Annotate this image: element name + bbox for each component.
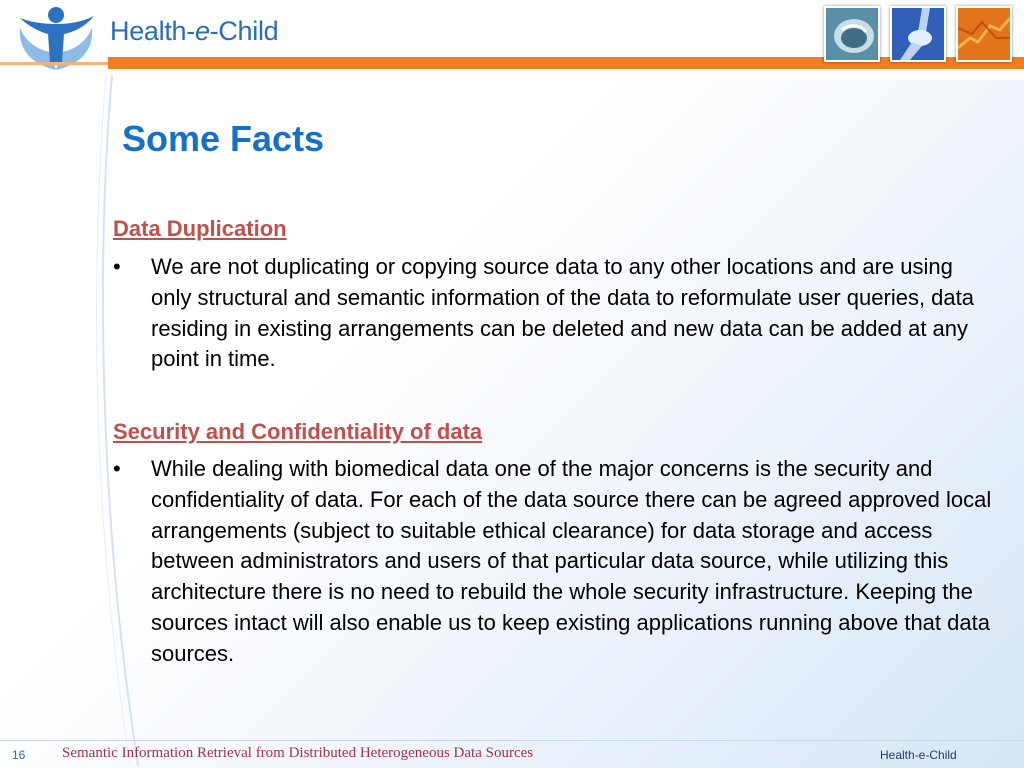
brand-wordmark: Health-e-Child (110, 16, 279, 46)
header-accent-line (0, 62, 108, 65)
header-orange-bar (108, 57, 1024, 69)
slide-title: Some Facts (122, 118, 325, 159)
joint-xray-icon (892, 8, 944, 60)
brain-mri-thumbnail (824, 6, 880, 62)
bullet-text: We are not duplicating or copying source data to any other locations and are using only structural and semantic information of the data to reformulate user queries, data residing in existing arrangements can be deleted and new data can be added at any point in time. (151, 254, 974, 372)
bullet-item (113, 252, 993, 375)
heart-scan-thumbnail (956, 6, 1012, 62)
footer-divider (0, 740, 1024, 741)
heart-scan-icon (958, 8, 1010, 60)
page-number: 16 (12, 748, 26, 762)
section-heading-security: Security and Confidentiality of data (113, 419, 483, 444)
brain-mri-icon (826, 8, 878, 60)
bullet-item (113, 454, 993, 670)
bullet-glyph: • (113, 254, 121, 279)
footer-title: Semantic Information Retrieval from Distributed Heterogeneous Data Sources (62, 745, 534, 761)
section-heading-data-duplication: Data Duplication (113, 216, 287, 241)
bullet-text: While dealing with biomedical data one of the major concerns is the security and confidentiality of data. For each of the data source there can be agreed approved local arrangements (subject to suitable ethical clearance) for data storage and access between administrators and users of that particular data source, while utilizing this architecture there is no need to rebuild the whole security infrastructure. Keeping the sources intact will also enable us to keep existing applications running above that data sources. (151, 456, 992, 666)
slide-header (0, 0, 1024, 80)
bullet-glyph: • (113, 456, 121, 481)
footer-brand: Health-e-Child (880, 748, 957, 762)
joint-xray-thumbnail (890, 6, 946, 62)
